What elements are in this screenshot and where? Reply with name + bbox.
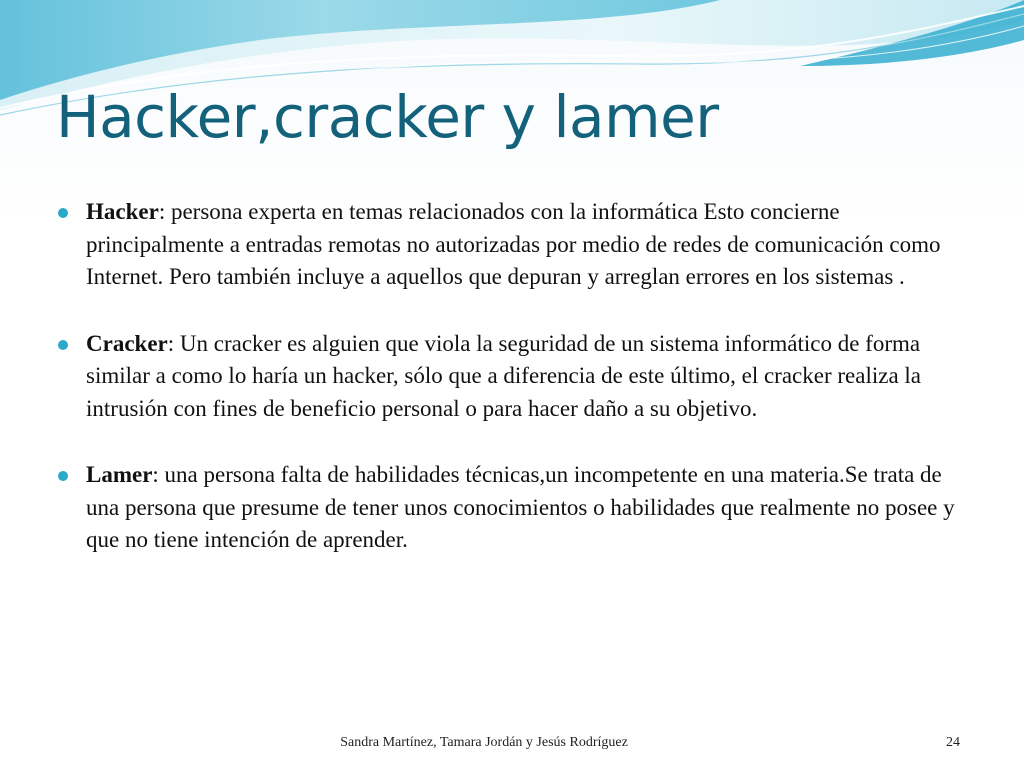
bullet-list xyxy=(56,196,976,591)
term-label: Hacker xyxy=(86,199,159,224)
term-label: Lamer xyxy=(86,462,153,487)
definition-text: : Un cracker es alguien que viola la seguridad de un sistema informático de forma similar a como lo haría un hacker, sólo que a diferencia de este último, el cracker realiza la intrusión con fines de beneficio personal o para hacer daño a su objetivo. xyxy=(86,330,921,421)
page-number: 24 xyxy=(946,735,960,750)
bullet-dot-icon xyxy=(58,471,68,481)
term-label: Cracker xyxy=(86,330,168,356)
bullet-item-lamer xyxy=(56,459,976,557)
bullet-item-hacker xyxy=(56,196,976,294)
footer-authors: Sandra Martínez, Tamara Jordán y Jesús Rodríguez xyxy=(340,735,628,750)
slide-title: Hacker,cracker y lamer xyxy=(56,83,719,151)
bullet-item-cracker xyxy=(56,328,976,426)
definition-text: : persona experta en temas relacionados con la informática Esto concierne principalmente a entradas remotas no autorizadas por medio de redes de comunicación como Internet. Pero también incluye a aquellos que depuran y arreglan errores en los sistemas . xyxy=(86,199,941,289)
bullet-dot-icon xyxy=(58,340,68,350)
definition-text: : una persona falta de habilidades técnicas,un incompetente en una materia.Se trata de una persona que presume de tener unos conocimientos o habilidades que realmente no posee y que no tiene intención de aprender. xyxy=(86,462,955,552)
bullet-dot-icon xyxy=(58,208,68,218)
